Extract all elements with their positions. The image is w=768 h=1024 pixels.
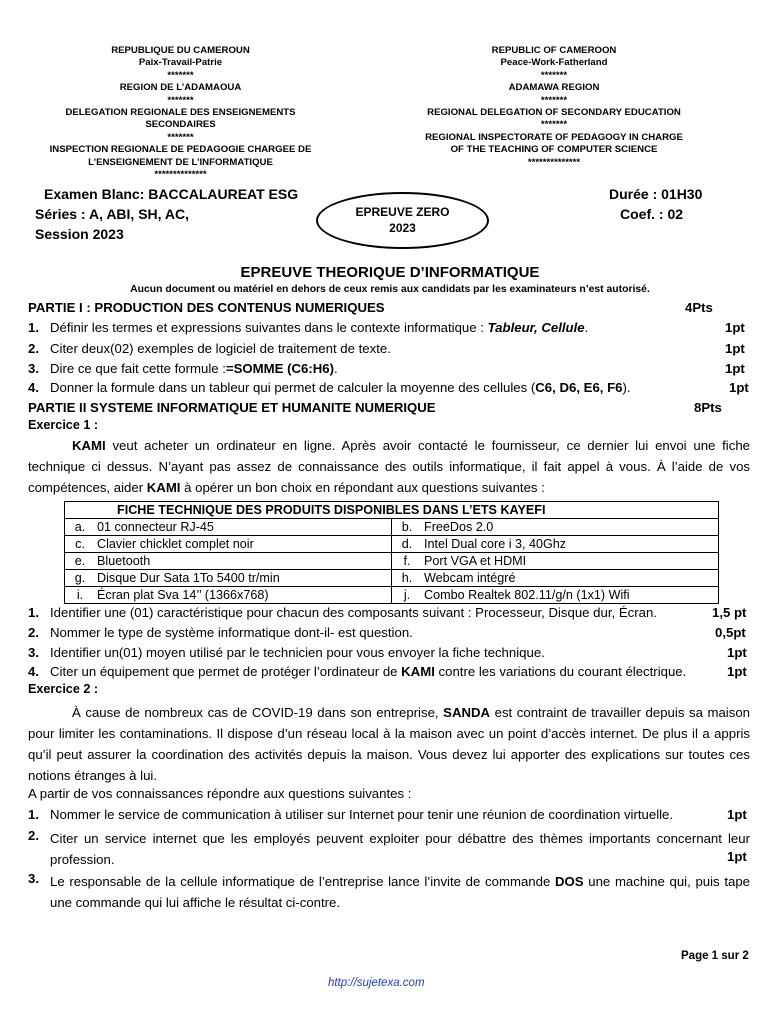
spec-item: Port VGA et HDMI (424, 554, 527, 568)
spec-item: Intel Dual core i 3, 40Ghz (424, 537, 567, 551)
kami-name: KAMI (72, 438, 106, 453)
spec-letter: a. (74, 520, 86, 534)
ex2-q3-post: une machine qui, puis tape une commande qui lui affiche le résultat ci-contre. (50, 874, 750, 910)
footer-link[interactable]: http://sujetexa.com (328, 977, 425, 989)
ex2-q2-number: 2. (28, 828, 39, 843)
question-terms: Tableur, Cellule (487, 320, 585, 335)
header-line: REGIONAL INSPECTORATE OF PEDAGOGY IN CHARGE (425, 131, 683, 143)
question-text: Identifier un(01) moyen utilisé par le technicien pour vous envoyer la fiche technique. (50, 645, 545, 660)
header-line: REGION DE L’ADAMAOUA (119, 82, 242, 94)
question-text-post: . (584, 320, 589, 335)
p1-q4-text (50, 380, 631, 395)
ex1-q1-points: 1,5 pt (712, 605, 747, 620)
p1-q3-text (50, 361, 338, 376)
epreuve-zero-badge (316, 192, 489, 249)
duration: Durée : 01H30 (609, 186, 703, 202)
spec-cell (392, 553, 719, 570)
header-line: OF THE TEACHING OF COMPUTER SCIENCE (450, 144, 658, 156)
spec-letter: e. (74, 554, 86, 568)
spec-letter: i. (76, 588, 84, 602)
spec-item: Combo Realtek 802.11/g/n (1x1) Wifi (424, 588, 630, 602)
exercise1-text-part2: à opérer un bon choix en répondant aux questions suivantes : (180, 480, 545, 495)
ex2-q2-points: 1pt (727, 849, 747, 864)
ex2-q3-pre: Le responsable de la cellule informatique de l’entreprise lance l’invite de commande (50, 874, 555, 889)
spec-item: 01 connecteur RJ-45 (97, 520, 214, 534)
table-row (65, 536, 719, 553)
coefficient: Coef. : 02 (620, 206, 684, 222)
header-line: ******* (167, 69, 194, 81)
header-line: ******* (540, 94, 568, 106)
question-text-post: . (334, 361, 338, 376)
table-row (65, 553, 719, 570)
exercise1-text (28, 435, 750, 498)
p1-q2-number: 2. (28, 341, 39, 356)
question-text-pre: Définir les termes et expressions suivantes dans le contexte informatique : (50, 320, 488, 335)
spec-item: Bluetooth (97, 554, 151, 568)
part1-heading: PARTIE I : PRODUCTION DES CONTENUS NUMERIQUES (28, 300, 385, 315)
ex2-q2-text: Citer un service internet que les employés peuvent exploiter pour débattre des thèmes importants concernant leur profession. (50, 831, 750, 867)
ex2-q1-text: Nommer le service de communication à utiliser sur Internet pour tenir une réunion de coordination virtuelle. (50, 807, 674, 822)
badge-line-1: EPREUVE ZERO (355, 205, 450, 219)
ex1-q4-number: 4. (28, 664, 39, 679)
exercise2-text-pre: À cause de nombreux cas de COVID-19 dans son entreprise, (72, 705, 444, 720)
spec-letter: g. (74, 571, 86, 585)
table-row (65, 570, 719, 587)
p1-q1-text (50, 320, 588, 335)
question-strong: KAMI (401, 664, 435, 679)
ex1-q2-number: 2. (28, 625, 39, 640)
spec-letter: b. (401, 520, 413, 534)
spec-item: Clavier chicklet complet noir (97, 537, 254, 551)
header-line: ******* (540, 69, 568, 81)
question-formula: =SOMME (C6:H6) (225, 361, 334, 376)
header-line: ************** (154, 169, 207, 181)
ex1-q2-text (50, 625, 413, 640)
exercise1-title: Exercice 1 : (28, 418, 99, 432)
header-right (420, 45, 688, 169)
ex1-q4-text (50, 664, 686, 679)
p1-q3-points: 1pt (725, 361, 745, 376)
spec-item: Écran plat Sva 14’’ (1366x768) (97, 588, 269, 602)
question-text: Identifier une (01) caractéristique pour chacun des composants suivant : Processeur, Disque dur, Écran. (50, 605, 657, 620)
question-text: Citer deux(02) exemples de logiciel de traitement de texte. (50, 341, 391, 356)
spec-letter: j. (403, 588, 411, 602)
spec-cell (65, 519, 392, 536)
spec-letter: f. (403, 554, 411, 568)
notice: Aucun document ou matériel en dehors de ceux remis aux candidats par les examinateurs n’est autorisé. (130, 284, 650, 295)
question-text-pre: Citer un équipement que permet de protéger l’ordinateur de (50, 664, 402, 679)
exam-line: Examen Blanc: BACCALAUREAT ESG (44, 186, 299, 202)
ex1-q1-number: 1. (28, 605, 39, 620)
header-line: REPUBLIC OF CAMEROON (491, 45, 617, 56)
ex2-q3-text (50, 871, 750, 913)
part1-points: 4Pts (685, 300, 713, 315)
badge-line-2: 2023 (389, 221, 416, 235)
p1-q1-points: 1pt (725, 320, 745, 335)
dos-term: DOS (554, 874, 584, 889)
exercise2-text-post: est contraint de travailler depuis sa maison pour limiter les contaminations. Il dispose d’un réseau local à la maison avec un point d’accès internet. De plus il a appris qu’il peut assurer la coordination des activités depuis la maison. Vous devez lui apporter des explications sur toutes ces notions étranges à lui. (28, 705, 750, 783)
header-line: INSPECTION REGIONALE DE PEDAGOGIE CHARGEE DE (49, 144, 312, 156)
spec-table (64, 501, 719, 604)
p1-q1-number: 1. (28, 320, 39, 335)
sanda-name: SANDA (443, 705, 491, 720)
spec-cell (65, 570, 392, 587)
ex2-q1-points: 1pt (727, 807, 747, 822)
ex1-q2-points: 0,5pt (715, 625, 746, 640)
ex1-q1-text (50, 605, 657, 620)
ex2-q1-number: 1. (28, 807, 39, 822)
p1-q2-points: 1pt (725, 341, 745, 356)
header-left (48, 45, 313, 181)
exercise2-title: Exercice 2 : (28, 682, 99, 696)
kami-name-2: KAMI (146, 480, 181, 495)
header-line: ******* (540, 119, 568, 131)
p1-q4-number: 4. (28, 380, 39, 395)
series-line: Séries : A, ABI, SH, AC, (35, 206, 190, 222)
p1-q2-text (50, 341, 391, 356)
spec-table-title: FICHE TECHNIQUE DES PRODUITS DISPONIBLES DANS L’ETS KAYEFI (65, 502, 719, 519)
spec-item: Disque Dur Sata 1To 5400 tr/min (97, 571, 280, 585)
ex1-q3-points: 1pt (727, 645, 747, 660)
header-line: ADAMAWA REGION (508, 82, 600, 94)
header-line: Peace-Work-Fatherland (500, 57, 608, 69)
spec-cell (65, 536, 392, 553)
spec-cell (65, 553, 392, 570)
ex1-q3-text (50, 645, 545, 660)
exercise2-intro: A partir de vos connaissances répondre aux questions suivantes : (28, 786, 412, 801)
exercise2-text (28, 702, 750, 786)
header-line: Paix-Travail-Patrie (138, 57, 223, 69)
spec-cell (392, 587, 719, 604)
exercise1-text-part1: veut acheter un ordinateur en ligne. Après avoir contacté le fournisseur, ce dernier lui envoi une fiche technique ci dessus. N’ayant pas assez de connaissance des outils informatique, il fait appel à vous. À l’aide de vos compétences, aider (28, 438, 750, 495)
spec-cell (392, 536, 719, 553)
header-line: ******* (167, 94, 194, 106)
spec-item: FreeDos 2.0 (424, 520, 494, 534)
header-line: ******* (167, 131, 194, 143)
table-row (65, 587, 719, 604)
part2-heading: PARTIE II SYSTEME INFORMATIQUE ET HUMANITE NUMERIQUE (28, 400, 436, 415)
header-line: DELEGATION REGIONALE DES ENSEIGNEMENTS (65, 107, 296, 119)
spec-cell (392, 570, 719, 587)
page-title: EPREUVE THEORIQUE D’INFORMATIQUE (240, 264, 540, 281)
question-text-pre: Donner la formule dans un tableur qui permet de calculer la moyenne des cellules ( (50, 380, 536, 395)
part2-points: 8Pts (694, 400, 722, 415)
session-line: Session 2023 (35, 226, 124, 242)
ex1-q4-points: 1pt (727, 664, 747, 679)
header-line: REGIONAL DELEGATION OF SECONDARY EDUCATION (427, 107, 681, 119)
p1-q4-points: 1pt (729, 380, 749, 395)
question-text-post: contre les variations du courant électrique. (434, 664, 687, 679)
question-formula: C6, D6, E6, F6 (535, 380, 623, 395)
question-text: Nommer le type de système informatique dont-il- est question. (50, 625, 413, 640)
question-text-post: ). (622, 380, 631, 395)
spec-item: Webcam intégré (424, 571, 516, 585)
header-line: L’ENSEIGNEMENT DE L’INFORMATIQUE (88, 156, 273, 168)
spec-cell (392, 519, 719, 536)
page-number: Page 1 sur 2 (681, 950, 749, 962)
p1-q3-number: 3. (28, 361, 39, 376)
spec-letter: d. (401, 537, 413, 551)
spec-letter: c. (75, 537, 85, 551)
header-line: REPUBLIQUE DU CAMEROUN (111, 45, 250, 56)
spec-cell (65, 587, 392, 604)
question-text-pre: Dire ce que fait cette formule : (50, 361, 226, 376)
table-row (65, 519, 719, 536)
header-line: ************** (527, 156, 581, 168)
ex2-q3-number: 3. (28, 871, 39, 886)
ex1-q3-number: 3. (28, 645, 39, 660)
spec-letter: h. (401, 571, 413, 585)
header-line: SECONDAIRES (145, 119, 216, 131)
